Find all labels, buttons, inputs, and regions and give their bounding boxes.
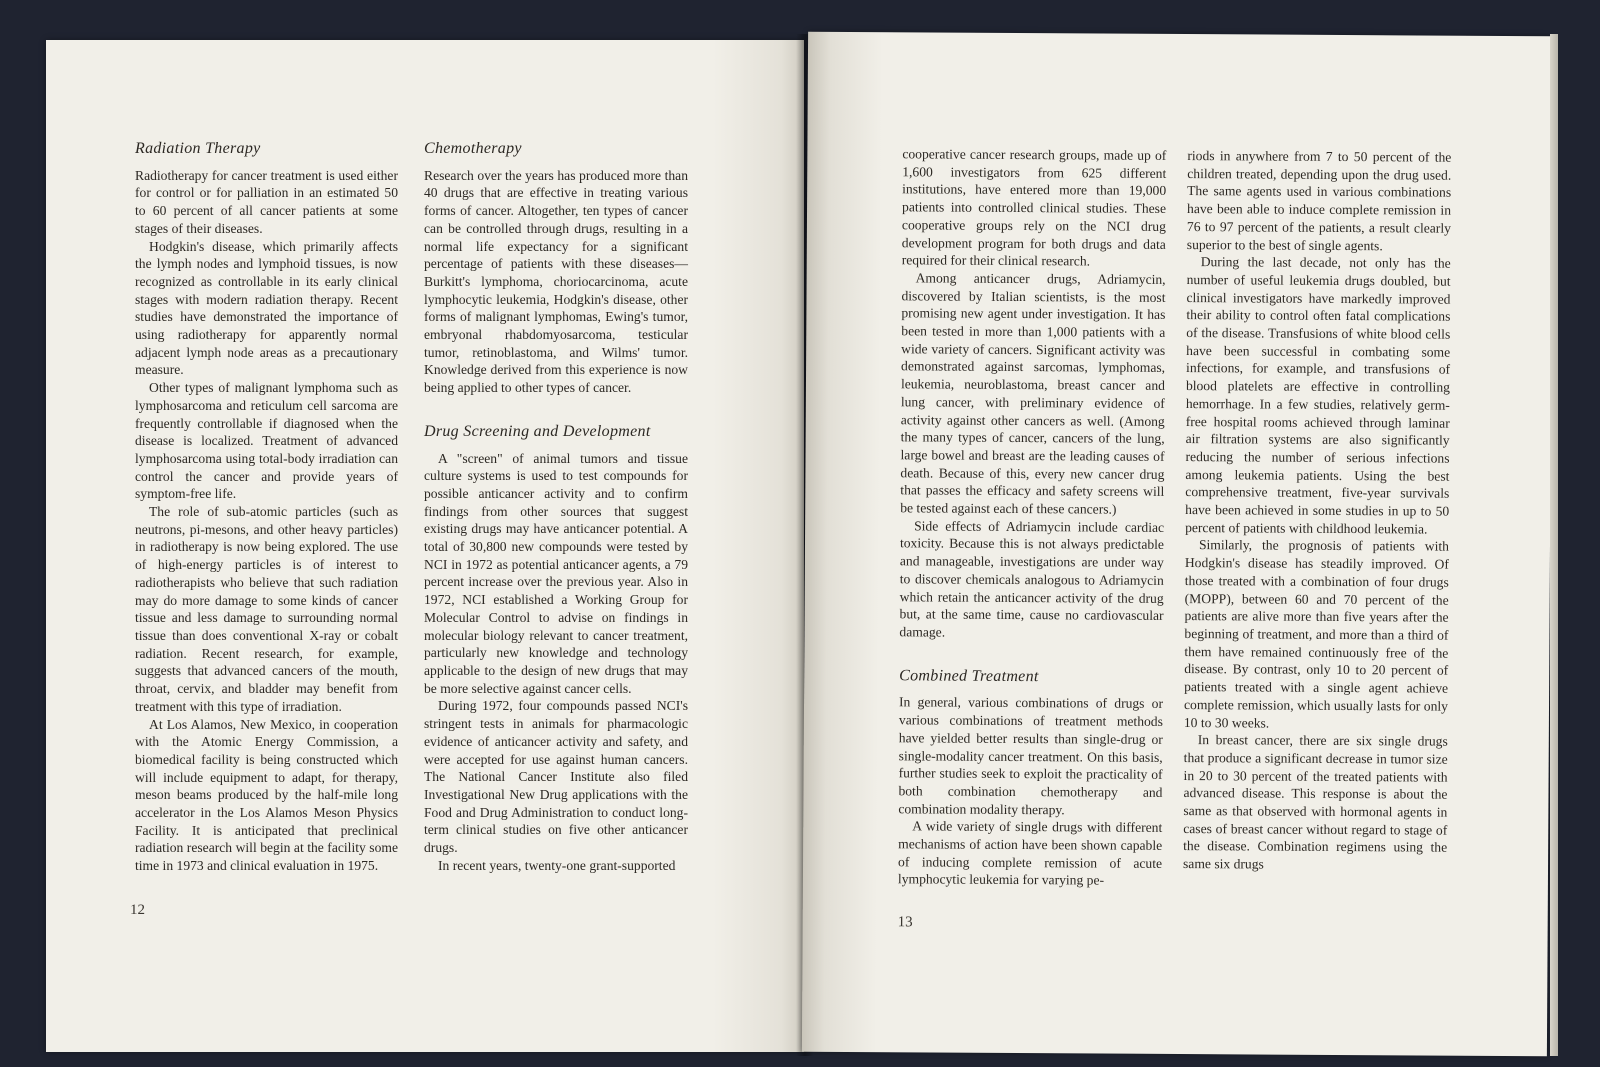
heading-chemotherapy: Chemotherapy (424, 140, 522, 157)
right-page (802, 32, 1553, 1057)
paragraph: Radiotherapy for cancer treatment is used either for control or for palliation in an estimated 50 to 60 percent of all cancer patients at some stages of their diseases. (135, 167, 398, 236)
left-page (46, 40, 804, 1052)
paragraph: During 1972, four compounds passed NCI's stringent tests in animals for pharmacologic evidence of anticancer activity and safety, and were accepted for use against human cancers. The National Cancer Institute also filed Investigational New Drug applications with the Food and Drug Administration to conduct long-term clinical studies on five other anticancer drugs. (424, 698, 688, 856)
left-page-column-1 (135, 140, 398, 875)
paragraph: Research over the years has produced more than 40 drugs that are effective in treating various forms of cancer. Altogether, ten types of cancer can be controlled through drugs, resulting in a normal life expectancy for a significant percentage of patients with these diseases—Burkitt's lymphoma, choriocarcinoma, acute lymphocytic leukemia, Hodgkin's disease, other forms of malignant lymphomas, Ewing's tumor, embryonal rhabdomyosarcoma, testicular tumor, retinoblastoma, and Wilms' tumor. Knowledge derived from this experience is now being applied to other types of cancer. (424, 167, 688, 396)
paragraph: In general, various combinations of drugs or various combinations of treatment methods have yielded better results than single-drug or single-modality cancer treatment. On this basis, further studies seek to exploit the practicality of both combination chemotherapy and combination modality therapy. (898, 694, 1164, 817)
paragraph: cooperative cancer research groups, made up of 1,600 investigators from 625 different institutions, have entered more than 19,000 patients into controlled clinical studies. These cooperative groups rely on the NCI drug development program for both drugs and data required for their clinical research. (901, 146, 1167, 269)
paragraph: A "screen" of animal tumors and tissue culture systems is used to test compounds for possible anticancer activity and to confirm findings from other sources that suggest existing drugs may have anticancer potential. A total of 30,800 new compounds were tested by NCI in 1972 as potential anticancer agents, a 79 percent increase over the previous year. Also in 1972, NCI established a Working Group for Molecular Control to advise on findings in molecular biology relevant to cancer treatment, particularly new knowledge and technology applicable to the design of new drugs that may be more selective against cancer cells. (424, 450, 688, 696)
paragraph: The role of sub-atomic particles (such as neutrons, pi-mesons, and other heavy particles) in radiotherapy is now being explored. The use of high-energy particles is of interest to radiotherapists who believe that such radiation may do more damage to some kinds of cancer tissue and less damage to surrounding normal tissue than does conventional X-ray or cobalt radiation. Recent research, for example, suggests that advanced cancers of the mouth, throat, cervix, and bladder may benefit from treatment with this type of irradiation. (135, 504, 398, 714)
paragraph: Among anticancer drugs, Adriamycin, discovered by Italian scientists, is the most promising new agent under investigation. It has been tested in more than 1,000 patients with a wide variety of cancers. Significant activity was demonstrated against sarcomas, lymphomas, leukemia, neuroblastoma, breast cancer and lung cancer, with preliminary evidence of activity against other cancers as well. (Among the many types of cancer, cancers of the lung, large bowel and breast are the leading causes of death. Because of this, every new cancer drug that passes the efficacy and safety screens will be tested against each of these cancers.) (900, 270, 1166, 517)
page-number-right: 13 (897, 914, 913, 931)
paragraph: Other types of malignant lymphoma such as lymphosarcoma and reticulum cell sarcoma are frequently controllable if diagnosed when the disease is localized. Treatment of advanced lymphosarcoma using total-body irradiation can control the cancer and provide years of symptom-free life. (135, 380, 398, 502)
paragraph: In breast cancer, there are six single drugs that produce a significant decrease in tumor size in 20 to 30 percent of the treated patients with advanced disease. This response is about the same as that observed with hormonal agents in cases of breast cancer without regard to stage of the disease. Combination regimens using the same six drugs (1183, 732, 1448, 872)
paragraph: Hodgkin's disease, which primarily affects the lymph nodes and lymphoid tissues, is now recognized as controllable in its early clinical stages with modern radiation therapy. Recent studies have demonstrated the importance of using radiotherapy for apparently normal adjacent lymph node areas as a precautionary measure. (135, 238, 398, 378)
heading-combined-treatment: Combined Treatment (899, 666, 1039, 685)
paragraph: During the last decade, not only has the number of useful leukemia drugs doubled, but clinical investigators have markedly improved their ability to control often fatal complications of the disease. Transfusions of white blood cells have been successful in combating some infections, for example, and transfusions of blood platelets are effective in controlling hemorrhage. In a few studies, relatively germ-free hospital rooms achieved through laminar air filtration systems are also significantly reducing the number of serious infections among leukemia patients. Using the best comprehensive treatment, five-year survivals have been achieved in some studies in up to 50 percent of patients with childhood leukemia. (1185, 254, 1451, 537)
heading-drug-screening: Drug Screening and Development (424, 422, 651, 440)
heading-radiation-therapy: Radiation Therapy (135, 140, 261, 157)
paragraph: Side effects of Adriamycin include cardiac toxicity. Because this is not always predictable and manageable, investigations are under way to discover chemicals analogous to Adriamycin which retain the anticancer activity of the drug but, at the same time, cause no cardiovascular damage. (899, 518, 1165, 640)
page-edge (1550, 34, 1558, 1056)
paragraph: A wide variety of single drugs with different mechanisms of action have been shown capable of inducing complete remission of acute lymphocytic leukemia for varying pe- (897, 818, 1163, 888)
paragraph: Similarly, the prognosis of patients with Hodgkin's disease has steadily improved. Of those treated with a combination of four drugs (MOPP), between 60 and 70 percent of the patients are alive more than five years after the beginning of treatment, and more than a third of them have remained continuously free of the disease. By contrast, only 10 to 20 percent of patients treated with a single agent achieve complete remission, which usually lasts for only 10 to 30 weeks. (1183, 537, 1450, 731)
page-number-left: 12 (130, 902, 145, 918)
right-page-column-1 (898, 145, 1167, 890)
left-page-column-2 (424, 140, 688, 874)
paragraph: riods in anywhere from 7 to 50 percent of the children treated, depending upon the drug used. The same agents used in various combinations have been able to induce complete remission in 76 to 97 percent of the patients, a result clearly superior to the best of single agents. (1186, 148, 1452, 253)
paragraph: At Los Alamos, New Mexico, in cooperation with the Atomic Energy Commission, a biomedical facility is being constructed which will include equipment to adapt, for therapy, meson beams produced by the half-mile long accelerator in the Los Alamos Meson Physics Facility. It is anticipated that preclinical radiation research will begin at the facility some time in 1973 and clinical evaluation in 1975. (135, 716, 398, 874)
paragraph: In recent years, twenty-one grant-supported (438, 857, 676, 873)
right-page-column-2 (1183, 147, 1451, 874)
